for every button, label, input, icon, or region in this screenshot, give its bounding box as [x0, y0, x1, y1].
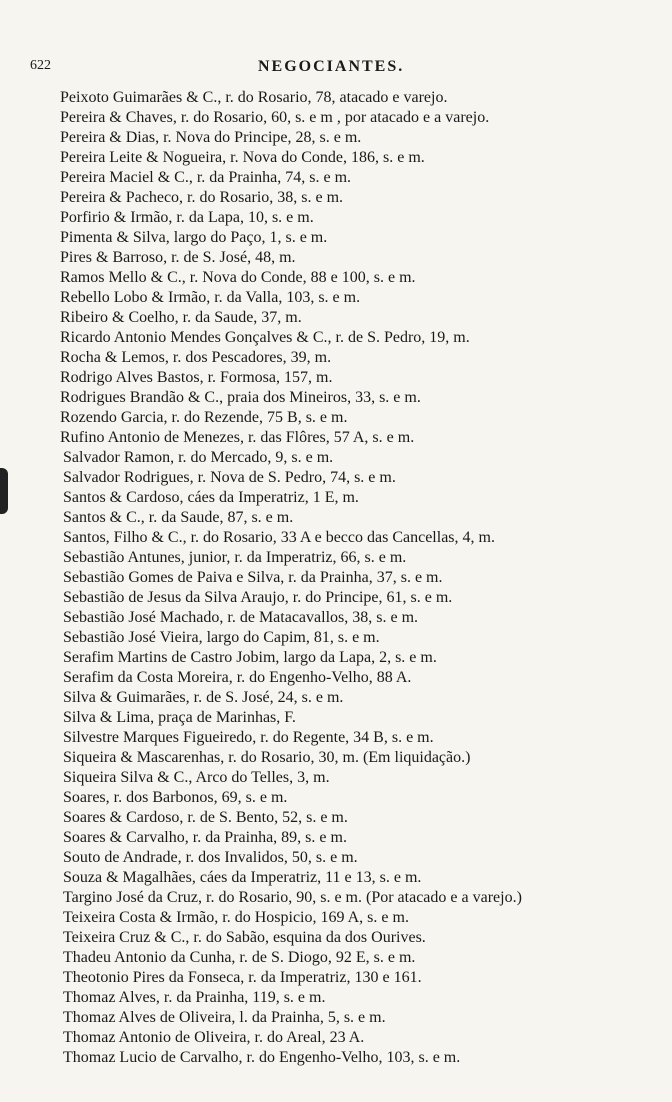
list-item: Sebastião Antunes, junior, r. da Imperatriz, 66, s. e m. [63, 549, 407, 566]
list-item: Teixeira Cruz & C., r. do Sabão, esquina da dos Ourives. [63, 929, 426, 946]
list-item: Ricardo Antonio Mendes Gonçalves & C., r. de S. Pedro, 19, m. [60, 329, 470, 346]
list-item: Pimenta & Silva, largo do Paço, 1, s. e m. [60, 229, 328, 246]
list-item: Targino José da Cruz, r. do Rosario, 90, s. e m. (Por atacado e a varejo.) [63, 889, 522, 906]
list-item: Thomaz Antonio de Oliveira, r. do Areal, 23 A. [63, 1029, 365, 1046]
list-item: Rodrigues Brandão & C., praia dos Mineiros, 33, s. e m. [60, 389, 421, 406]
list-item: Silva & Guimarães, r. de S. José, 24, s. e m. [63, 689, 344, 706]
list-item: Ribeiro & Coelho, r. da Saude, 37, m. [60, 309, 302, 326]
page-header [0, 58, 672, 78]
binding-edge-mark [0, 468, 8, 514]
list-item: Rebello Lobo & Irmão, r. da Valla, 103, s. e m. [60, 289, 361, 306]
list-item: Serafim da Costa Moreira, r. do Engenho-Velho, 88 A. [63, 669, 412, 686]
list-item: Peixoto Guimarães & C., r. do Rosario, 78, atacado e varejo. [60, 89, 448, 106]
list-item: Souto de Andrade, r. dos Invalidos, 50, s. e m. [63, 849, 358, 866]
list-item: Pereira & Pacheco, r. do Rosario, 38, s. e m. [60, 189, 344, 206]
list-item: Pereira & Chaves, r. do Rosario, 60, s. e m , por atacado e a varejo. [60, 109, 490, 126]
list-item: Siqueira & Mascarenhas, r. do Rosario, 30, m. (Em liquidação.) [63, 749, 471, 766]
list-item: Siqueira Silva & C., Arco do Telles, 3, m. [63, 769, 330, 786]
list-item: Teixeira Costa & Irmão, r. do Hospicio, 169 A, s. e m. [63, 909, 409, 926]
running-title: NEGOCIANTES. [258, 58, 405, 75]
page-number: 622 [30, 58, 51, 73]
list-item: Santos & C., r. da Saude, 87, s. e m. [63, 509, 294, 526]
list-item: Pereira Maciel & C., r. da Prainha, 74, s. e m. [60, 169, 352, 186]
list-item: Sebastião José Machado, r. de Matacavallos, 38, s. e m. [63, 609, 419, 626]
list-item: Silvestre Marques Figueiredo, r. do Regente, 34 B, s. e m. [63, 729, 434, 746]
list-item: Sebastião José Vieira, largo do Capim, 81, s. e m. [63, 629, 380, 646]
list-item: Sebastião Gomes de Paiva e Silva, r. da Prainha, 37, s. e m. [63, 569, 443, 586]
list-item: Santos & Cardoso, cáes da Imperatriz, 1 E, m. [63, 489, 359, 506]
list-item: Theotonio Pires da Fonseca, r. da Imperatriz, 130 e 161. [63, 969, 422, 986]
list-item: Soares & Cardoso, r. de S. Bento, 52, s. e m. [63, 809, 348, 826]
list-item: Serafim Martins de Castro Jobim, largo da Lapa, 2, s. e m. [63, 649, 437, 666]
list-item: Souza & Magalhães, cáes da Imperatriz, 11 e 13, s. e m. [63, 869, 422, 886]
list-item: Santos, Filho & C., r. do Rosario, 33 A e becco das Cancellas, 4, m. [63, 529, 495, 546]
list-item: Salvador Rodrigues, r. Nova de S. Pedro, 74, s. e m. [63, 469, 396, 486]
list-item: Rozendo Garcia, r. do Rezende, 75 B, s. e m. [60, 409, 348, 426]
list-item: Ramos Mello & C., r. Nova do Conde, 88 e 100, s. e m. [60, 269, 416, 286]
list-item: Thomaz Alves de Oliveira, l. da Prainha, 5, s. e m. [63, 1009, 386, 1026]
list-item: Salvador Ramon, r. do Mercado, 9, s. e m. [63, 449, 334, 466]
list-item: Silva & Lima, praça de Marinhas, F. [63, 709, 296, 726]
list-item: Soares & Carvalho, r. da Prainha, 89, s. e m. [63, 829, 347, 846]
list-item: Rufino Antonio de Menezes, r. das Flôres, 57 A, s. e m. [60, 429, 415, 446]
list-item: Thadeu Antonio da Cunha, r. de S. Diogo, 92 E, s. e m. [63, 949, 416, 966]
list-item: Porfirio & Irmão, r. da Lapa, 10, s. e m. [60, 209, 314, 226]
list-item: Thomaz Alves, r. da Prainha, 119, s. e m. [63, 989, 326, 1006]
list-item: Pereira & Dias, r. Nova do Principe, 28, s. e m. [60, 129, 362, 146]
list-item: Sebastião de Jesus da Silva Araujo, r. do Principe, 61, s. e m. [63, 589, 453, 606]
list-item: Thomaz Lucio de Carvalho, r. do Engenho-Velho, 103, s. e m. [63, 1049, 461, 1066]
list-item: Soares, r. dos Barbonos, 69, s. e m. [63, 789, 288, 806]
list-item: Rodrigo Alves Bastos, r. Formosa, 157, m. [60, 369, 333, 386]
list-item: Rocha & Lemos, r. dos Pescadores, 39, m. [60, 349, 332, 366]
list-item: Pereira Leite & Nogueira, r. Nova do Conde, 186, s. e m. [60, 149, 425, 166]
list-item: Pires & Barroso, r. de S. José, 48, m. [60, 249, 296, 266]
